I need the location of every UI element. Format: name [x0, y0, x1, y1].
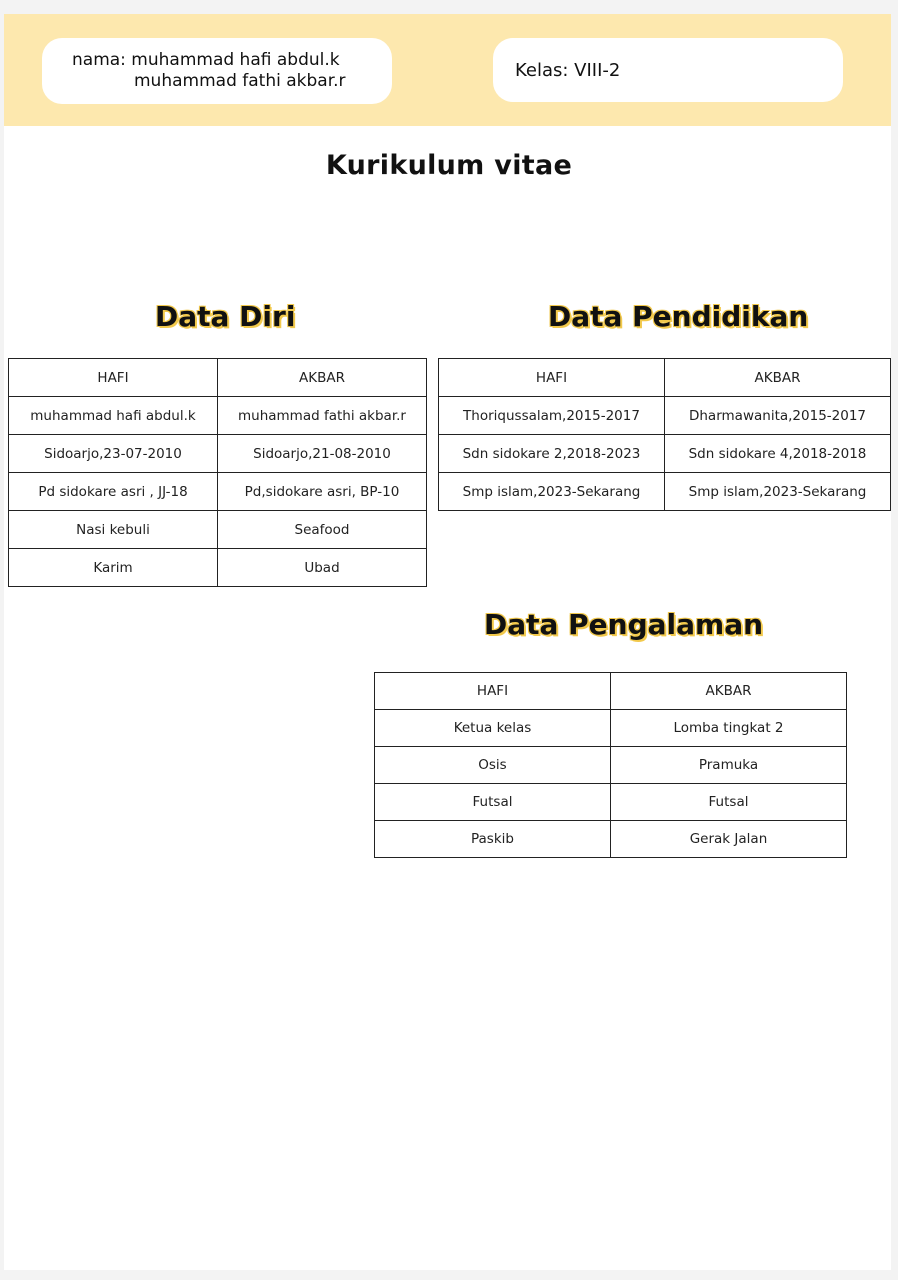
table-header-row: [439, 359, 891, 397]
table-row: [375, 784, 847, 821]
table-cell: Futsal: [375, 784, 611, 821]
column-header: AKBAR: [611, 673, 847, 710]
table-header-row: [9, 359, 427, 397]
table-cell: Smp islam,2023-Sekarang: [665, 473, 891, 511]
table-row: [9, 435, 427, 473]
table-cell: Nasi kebuli: [9, 511, 218, 549]
data-pendidikan-table: [438, 358, 891, 511]
table-row: [439, 473, 891, 511]
table-cell: Lomba tingkat 2: [611, 710, 847, 747]
column-header: HAFI: [9, 359, 218, 397]
table-cell: muhammad fathi akbar.r: [218, 397, 427, 435]
table-cell: Smp islam,2023-Sekarang: [439, 473, 665, 511]
section-title-data-pengalaman: Data Pengalaman: [484, 608, 764, 641]
table-row: [439, 435, 891, 473]
table-header-row: [375, 673, 847, 710]
section-title-data-diri: Data Diri: [155, 300, 296, 333]
table-row: [375, 747, 847, 784]
table-row: [439, 397, 891, 435]
table-cell: Ketua kelas: [375, 710, 611, 747]
table-cell: Pd sidokare asri , JJ-18: [9, 473, 218, 511]
table-row: [9, 511, 427, 549]
table-cell: Sdn sidokare 4,2018-2018: [665, 435, 891, 473]
page-title: Kurikulum vitae: [325, 150, 573, 181]
table-cell: Ubad: [218, 549, 427, 587]
table-row: [9, 397, 427, 435]
data-pengalaman-table: [374, 672, 847, 858]
class-card: [493, 38, 843, 102]
name-line-1: nama: muhammad hafi abdul.k: [72, 50, 340, 70]
table-cell: Osis: [375, 747, 611, 784]
section-title-data-pendidikan: Data Pendidikan: [548, 300, 809, 333]
table-row: [9, 473, 427, 511]
class-label: Kelas: VIII-2: [515, 60, 621, 81]
table-cell: Futsal: [611, 784, 847, 821]
table-cell: Pramuka: [611, 747, 847, 784]
table-cell: Dharmawanita,2015-2017: [665, 397, 891, 435]
table-cell: Gerak Jalan: [611, 821, 847, 858]
table-row: [375, 710, 847, 747]
table-cell: Seafood: [218, 511, 427, 549]
table-cell: muhammad hafi abdul.k: [9, 397, 218, 435]
name-line-2: muhammad fathi akbar.r: [134, 71, 346, 91]
table-cell: Thoriqussalam,2015-2017: [439, 397, 665, 435]
table-cell: Paskib: [375, 821, 611, 858]
column-header: AKBAR: [218, 359, 427, 397]
table-cell: Karim: [9, 549, 218, 587]
document-page: [4, 14, 891, 1270]
table-cell: Sdn sidokare 2,2018-2023: [439, 435, 665, 473]
column-header: AKBAR: [665, 359, 891, 397]
data-diri-table: [8, 358, 427, 587]
table-cell: Sidoarjo,21-08-2010: [218, 435, 427, 473]
column-header: HAFI: [375, 673, 611, 710]
table-cell: Pd,sidokare asri, BP-10: [218, 473, 427, 511]
column-header: HAFI: [439, 359, 665, 397]
name-card: [42, 38, 392, 104]
table-row: [375, 821, 847, 858]
table-cell: Sidoarjo,23-07-2010: [9, 435, 218, 473]
table-row: [9, 549, 427, 587]
